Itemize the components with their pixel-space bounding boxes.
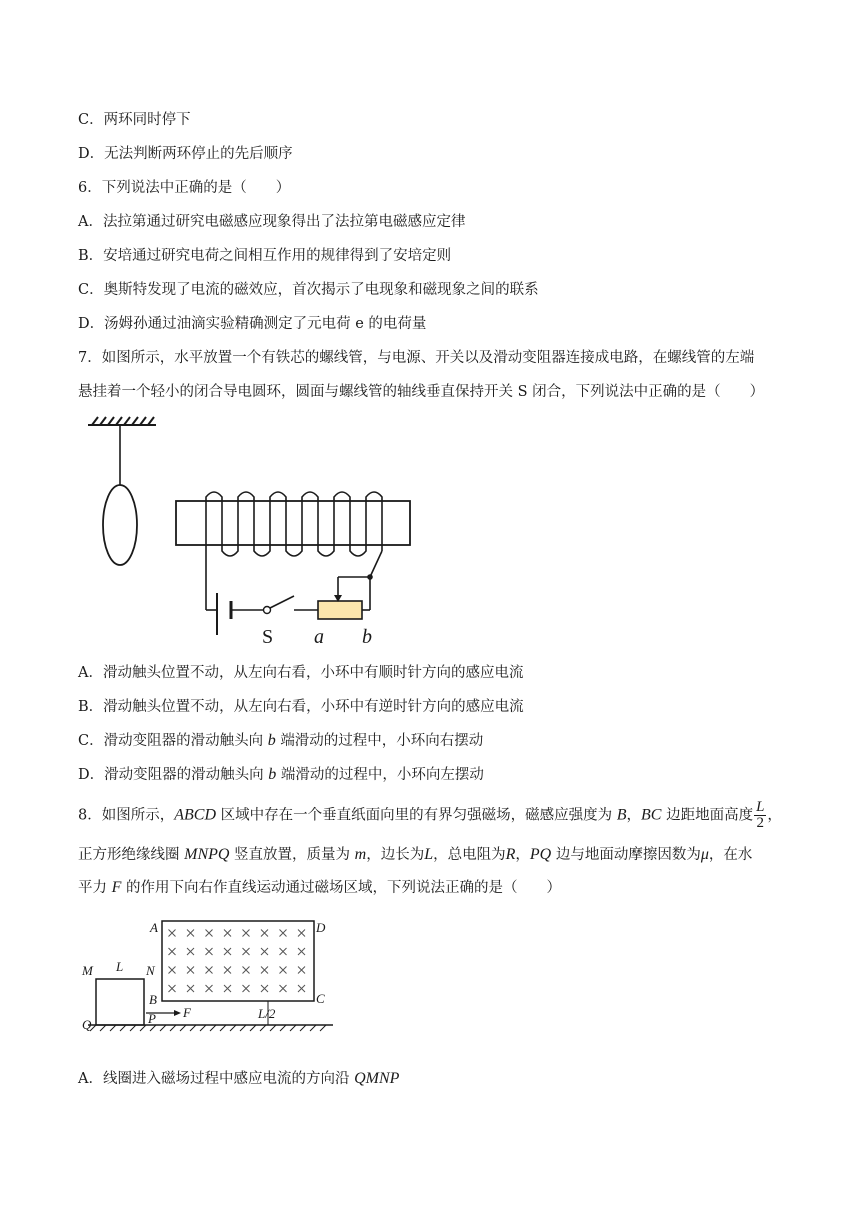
field-x-mark [206, 948, 213, 955]
ground-hatch [90, 1025, 326, 1031]
q5-option-c: C．两环同时停下 [78, 112, 191, 128]
q7-option-d: D．滑动变阻器的滑动触头向 b 端滑动的过程中，小环向左摆动 [78, 766, 484, 783]
field-x-mark [224, 967, 231, 974]
q8-figure-magnetic-field [78, 915, 348, 1040]
q8-stem-line2: 正方形绝缘线圈 MNPQ 竖直放置，质量为 m，边长为L，总电阻为R，PQ 边与地面动摩擦因数为μ，在水 [78, 846, 753, 863]
field-x-mark [206, 930, 213, 937]
q7-option-b: B．滑动触头位置不动，从左向右看，小环中有逆时针方向的感应电流 [78, 699, 524, 715]
label-N: N [146, 963, 155, 978]
q8-stem-line1: 8．如图所示，ABCD 区域中存在一个垂直纸面向里的有界匀强磁场，磁感应强度为 B，BC 边距地面高度 $\frac{L}{2}$ ， [78, 799, 782, 831]
q6-option-b: B．安培通过研究电荷之间相互作用的规律得到了安培定则 [78, 248, 452, 264]
label-S: S [262, 626, 274, 648]
field-x-mark [169, 948, 176, 955]
field-x-mark [298, 930, 305, 937]
square-coil-MNPQ [96, 979, 144, 1025]
fraction-L-over-2: $\frac{L}{2}$ [756, 799, 765, 831]
label-Q: Q [82, 1017, 92, 1032]
label-a: a [314, 626, 324, 648]
label-B: B [149, 992, 157, 1007]
label-L-over-2: L/2 [258, 1006, 276, 1021]
field-x-mark [187, 985, 194, 992]
field-x-mark [187, 930, 194, 937]
field-x-mark [243, 967, 250, 974]
q6-option-a: A．法拉第通过研究电磁感应现象得出了法拉第电磁感应定律 [78, 214, 466, 230]
field-x-mark [298, 967, 305, 974]
label-A: A [150, 920, 158, 935]
label-b: b [362, 626, 372, 648]
junction-dot [367, 574, 373, 580]
field-x-mark [280, 948, 287, 955]
field-x-mark [261, 948, 268, 955]
q6-option-d: D．汤姆孙通过油滴实验精确测定了元电荷 e 的电荷量 [78, 316, 427, 332]
field-x-mark [261, 930, 268, 937]
field-x-mark [298, 985, 305, 992]
q7-stem-line2: 悬挂着一个轻小的闭合导电圆环，圆面与螺线管的轴线垂直保持开关 S 闭合，下列说法中正确的是（ ） [78, 384, 765, 400]
field-x-mark [187, 967, 194, 974]
field-x-mark [243, 930, 250, 937]
field-x-mark [169, 967, 176, 974]
q8-stem-line3: 平力 F 的作用下向右作直线运动通过磁场区域，下列说法正确的是（ ） [78, 879, 561, 896]
q8-option-a: A．线圈进入磁场过程中感应电流的方向沿 QMNP [78, 1070, 400, 1087]
rheostat [318, 601, 362, 619]
field-x-mark [280, 967, 287, 974]
battery [217, 593, 231, 635]
field-x-mark [224, 930, 231, 937]
field-x-mark [261, 985, 268, 992]
field-x-mark [243, 985, 250, 992]
label-D: D [316, 920, 326, 935]
ceiling-support [88, 417, 156, 425]
conducting-ring [103, 485, 137, 565]
field-x-mark [224, 985, 231, 992]
label-P: P [148, 1011, 156, 1026]
field-x-mark [169, 985, 176, 992]
field-region-ABCD [162, 921, 314, 1001]
field-x-mark [206, 985, 213, 992]
field-x-marks [169, 930, 306, 993]
q5-option-d: D．无法判断两环停止的先后顺序 [78, 146, 293, 162]
label-M: M [82, 963, 93, 978]
field-x-mark [261, 967, 268, 974]
field-x-mark [224, 948, 231, 955]
q6-stem: 6．下列说法中正确的是（ ） [78, 180, 291, 196]
q7-figure-solenoid-circuit [80, 415, 420, 650]
field-x-mark [298, 948, 305, 955]
field-x-mark [169, 930, 176, 937]
q7-stem-line1: 7．如图所示，水平放置一个有铁芯的螺线管，与电源、开关以及滑动变阻器连接成电路，在螺线管的左端 [78, 350, 755, 366]
field-x-mark [280, 985, 287, 992]
q6-option-c: C．奥斯特发现了电流的磁效应，首次揭示了电现象和磁现象之间的联系 [78, 282, 539, 298]
label-C: C [316, 991, 325, 1006]
field-x-mark [243, 948, 250, 955]
label-F: F [183, 1005, 191, 1020]
q7-option-a: A．滑动触头位置不动，从左向右看，小环中有顺时针方向的感应电流 [78, 665, 524, 681]
q7-option-c: C．滑动变阻器的滑动触头向 b 端滑动的过程中，小环向右摆动 [78, 732, 484, 749]
switch-contact [264, 607, 271, 614]
field-x-mark [187, 948, 194, 955]
field-x-mark [280, 930, 287, 937]
label-L: L [116, 959, 124, 974]
iron-core [176, 501, 410, 545]
field-x-mark [206, 967, 213, 974]
